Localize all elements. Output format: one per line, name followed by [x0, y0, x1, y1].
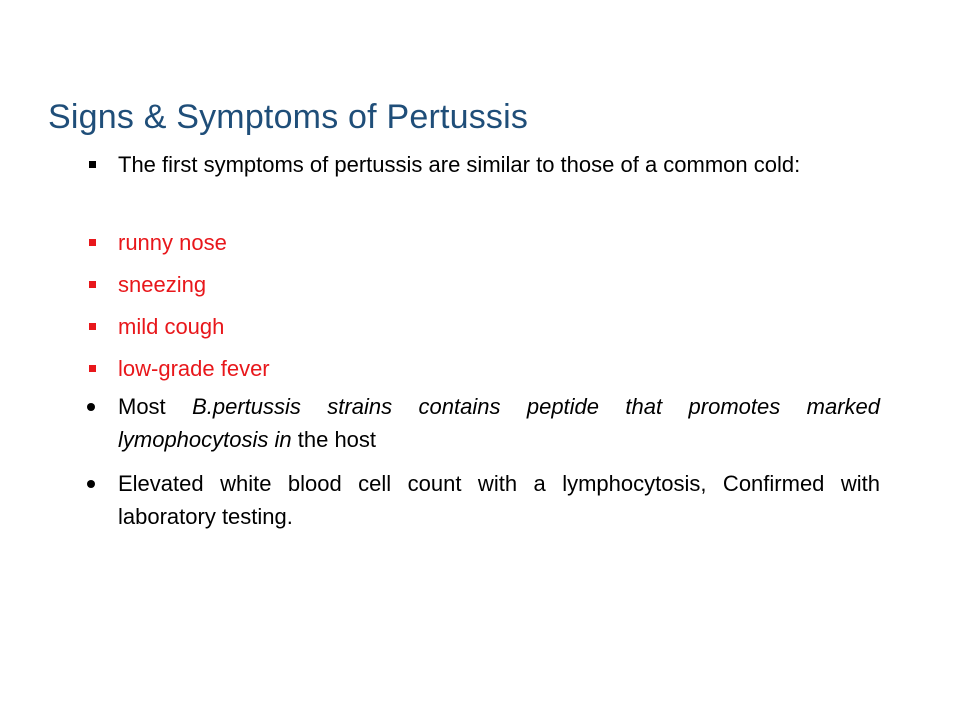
bullet-item-strains — [118, 390, 880, 456]
bullet-text: Elevated white blood cell count with a lymphocytosis, Confirmed with laboratory testing. — [118, 471, 880, 529]
bullet-text-normal-end: the host — [291, 427, 377, 452]
bullet-text: runny nose — [118, 230, 227, 255]
bullet-text: sneezing — [118, 272, 207, 297]
bullet-item-runny-nose — [118, 226, 880, 259]
bullet-item-white-blood-cell — [118, 467, 880, 533]
bullet-text: The first symptoms of pertussis are similar to those of a common cold: — [118, 152, 801, 177]
bullet-text: low-grade fever — [118, 356, 270, 381]
bullet-text-normal: Most — [118, 394, 193, 419]
bullet-text-italic: B.pertussis strains contains peptide that promotes marked lymophocytosis in — [118, 394, 880, 452]
bullet-item-sneezing — [118, 268, 880, 301]
bullet-text: mild cough — [118, 314, 225, 339]
bullet-item-mild-cough — [118, 310, 880, 343]
slide-title: Signs & Symptoms of Pertussis — [48, 98, 529, 136]
bullet-item-low-grade-fever — [118, 352, 880, 385]
bullet-item-intro — [118, 148, 880, 181]
